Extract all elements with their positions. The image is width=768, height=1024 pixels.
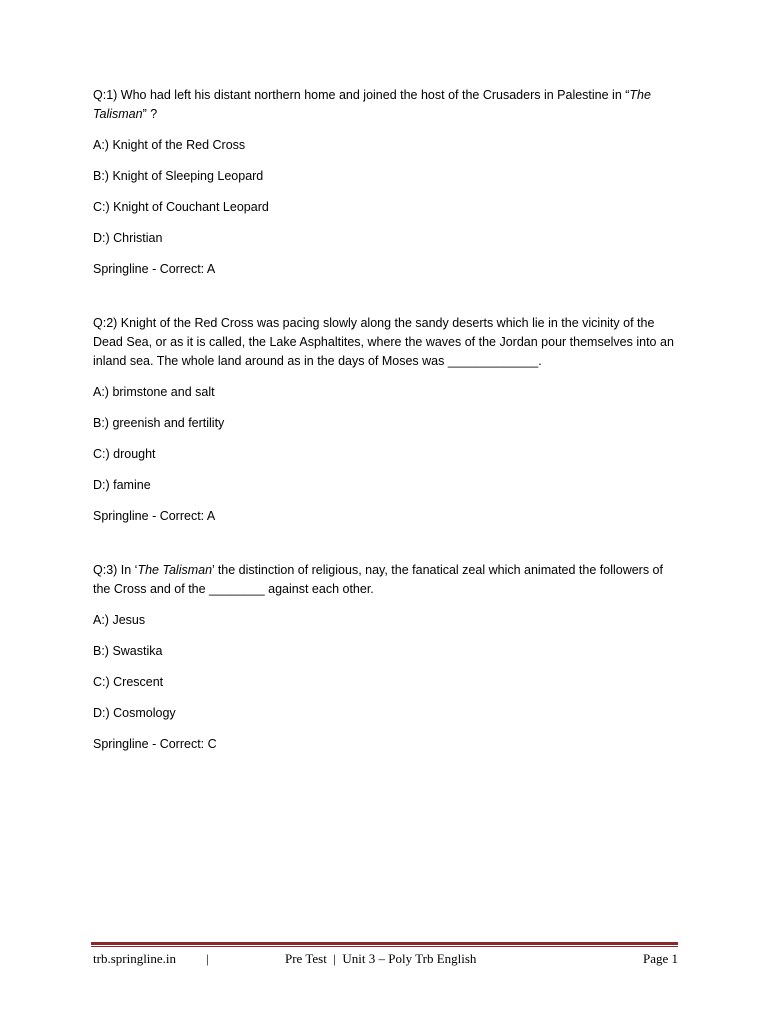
- question-1-option-a: A:) Knight of the Red Cross: [93, 138, 246, 152]
- spacer: [93, 526, 683, 561]
- spacer: [93, 279, 683, 314]
- page-footer: [93, 950, 678, 968]
- question-3-option-c: C:) Crescent: [93, 675, 164, 689]
- footer-divider: [91, 942, 678, 945]
- question-2-option-a: A:) brimstone and salt: [93, 385, 215, 399]
- question-list: [93, 86, 683, 754]
- footer-site: trb.springline.in: [93, 951, 177, 966]
- question-1-option-c: C:) Knight of Couchant Leopard: [93, 200, 269, 214]
- footer-divider-thin: [91, 946, 678, 947]
- footer-title: Pre Test | Unit 3 – Poly Trb English: [285, 951, 477, 966]
- question-2-option-c: C:) drought: [93, 447, 156, 461]
- question-1-prefix: Q:1) Who had left his distant northern home and joined the host of the Crusaders in Palestine in “: [93, 88, 630, 102]
- question-3-option-b: B:) Swastika: [93, 644, 163, 658]
- question-2: [93, 314, 683, 526]
- question-3: [93, 561, 683, 754]
- question-3-italic: The Talisman: [137, 563, 213, 577]
- question-2-option-d: D:) famine: [93, 478, 151, 492]
- question-1: [93, 86, 683, 279]
- question-3-answer: Springline - Correct: C: [93, 737, 217, 751]
- question-2-option-b: B:) greenish and fertility: [93, 416, 225, 430]
- question-3-prefix: Q:3) In ‘: [93, 563, 138, 577]
- question-2-prefix: Q:2) Knight of the Red Cross was pacing slowly along the sandy deserts which lie in the vicinity of the Dead Sea, or as it is called, the Lake Asphaltites, where the waves of the Jordan pour themselves into an inland sea. The whole land around as in the days of Moses was _____________.: [93, 316, 674, 368]
- question-3-suffix: ’ the distinction of religious, nay, the fanatical zeal which animated the followers of the Cross and of the ________ against each other.: [93, 563, 663, 596]
- question-1-italic: The Talisman: [93, 88, 651, 121]
- question-1-option-b: B:) Knight of Sleeping Leopard: [93, 169, 264, 183]
- footer-page-number: Page 1: [642, 951, 678, 966]
- question-1-suffix: ” ?: [142, 107, 158, 121]
- question-1-text: [93, 86, 683, 124]
- question-1-option-d: D:) Christian: [93, 231, 163, 245]
- question-2-text: [93, 314, 683, 371]
- question-2-answer: Springline - Correct: A: [93, 509, 216, 523]
- question-3-option-a: A:) Jesus: [93, 613, 146, 627]
- question-3-option-d: D:) Cosmology: [93, 706, 176, 720]
- question-1-answer: Springline - Correct: A: [93, 262, 216, 276]
- question-3-text: [93, 561, 683, 599]
- footer-separator: |: [206, 951, 209, 966]
